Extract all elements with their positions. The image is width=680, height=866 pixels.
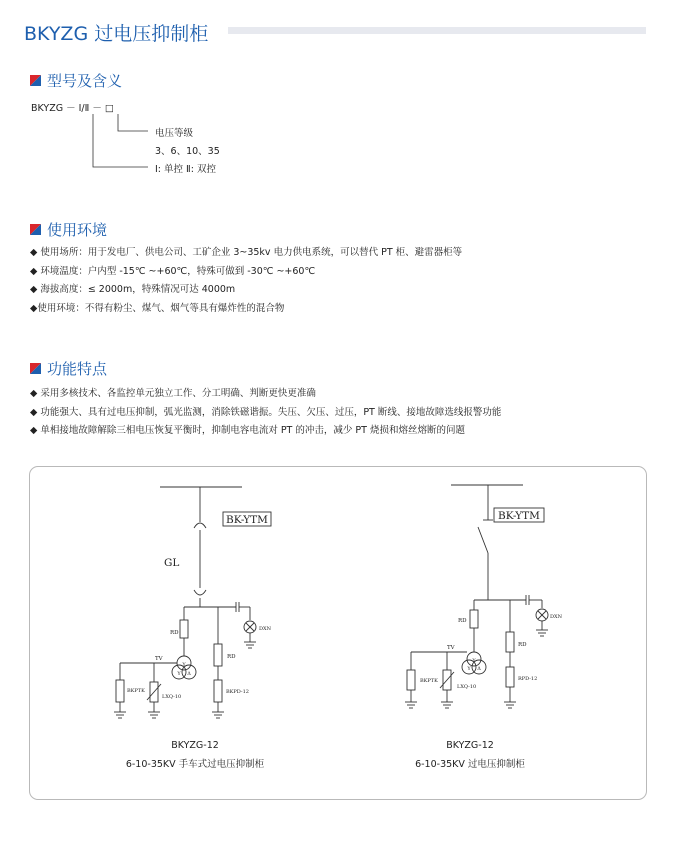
right-dxn-label: DXN (550, 614, 562, 620)
tv-winding-y2: Y (177, 671, 181, 677)
model-note-voltage: 电压等级 (155, 128, 194, 139)
left-tv-label: TV (155, 656, 163, 662)
diamond-bullet-icon: ◆ (30, 388, 38, 399)
list-item: ◆ 海拔高度：≤ 2000m，特殊情况可达 4000m (30, 284, 236, 295)
section-model-title: 型号及含义 (47, 72, 123, 90)
list-item: ◆ 功能强大、具有过电压抑制，弧光监测，消除铁磁谐振。失压、欠压、过压，PT 断线、接地故障选线报警功能 (30, 406, 502, 418)
tv-winding-y2: Y (467, 666, 471, 672)
left-dxn-label: DXN (259, 626, 271, 632)
right-device-label: BK-YTM (498, 510, 540, 522)
right-bkptk-label: BKPTK (420, 678, 438, 684)
diamond-bullet-icon: ◆ (30, 265, 38, 277)
list-item: ◆ 采用多核技术、各监控单元独立工作、分工明确、判断更快更准确 (30, 388, 316, 399)
list-item: ◆ 使用场所：用于发电厂、供电公司、工矿企业 3~35kv 电力供电系统，可以替代 PT 柜、避雷器柜等 (30, 247, 463, 258)
tv-winding-delta: Δ (187, 671, 191, 677)
list-item: ◆ 环境温度：户内型 -15℃ ~+60℃，特殊可做到 -30℃ ~+60℃ (30, 265, 316, 277)
diamond-bullet-icon: ◆ (30, 406, 38, 418)
right-rd2-label: RD (518, 642, 527, 648)
tv-winding-y1: Y (182, 662, 186, 668)
right-caption-desc: 6-10-35KV 过电压抑制柜 (415, 759, 525, 770)
right-bkpd-label: RPD-12 (518, 676, 538, 682)
left-caption-model: BKYZG-12 (171, 740, 219, 751)
left-gl-label: GL (164, 557, 180, 569)
right-rd1-label: RD (458, 618, 467, 624)
model-code: BKYZG － Ⅰ/Ⅱ － □ (31, 103, 114, 114)
model-note-levels: 3、6、10、35 (155, 146, 220, 157)
page-title: BKYZG 过电压抑制柜 (24, 23, 209, 45)
model-note-control: Ⅰ: 单控 Ⅱ: 双控 (155, 164, 216, 175)
left-lxq-label: LXQ-10 (162, 694, 182, 700)
diamond-bullet-icon: ◆ (30, 302, 38, 314)
right-lxq-label: LXQ-10 (457, 684, 477, 690)
tv-winding-delta: Δ (477, 666, 481, 672)
tv-winding-y1: Y (472, 658, 476, 664)
list-item: ◆使用环境：不得有粉尘、煤气、烟气等具有爆炸性的混合物 (30, 302, 285, 314)
right-tv-label: TV (447, 645, 455, 651)
diamond-bullet-icon: ◆ (30, 284, 38, 295)
left-bkpd-label: BKPD-12 (226, 689, 249, 695)
right-caption-model: BKYZG-12 (446, 740, 494, 751)
section-env-title: 使用环境 (47, 221, 108, 239)
left-rd2-label: RD (227, 654, 236, 660)
section-features-title: 功能特点 (47, 360, 108, 378)
diamond-bullet-icon: ◆ (30, 247, 38, 258)
left-caption-desc: 6-10-35KV 手车式过电压抑制柜 (125, 759, 265, 770)
left-rd1-label: RD (170, 630, 179, 636)
left-bkptk-label: BKPTK (127, 688, 145, 694)
left-device-label: BK-YTM (226, 514, 268, 526)
list-item: ◆ 单相接地故障解除三相电压恢复平衡时，抑制电容电流对 PT 的冲击，减少 PT 烧损和熔丝熔断的问题 (30, 425, 465, 436)
diamond-bullet-icon: ◆ (30, 425, 38, 436)
